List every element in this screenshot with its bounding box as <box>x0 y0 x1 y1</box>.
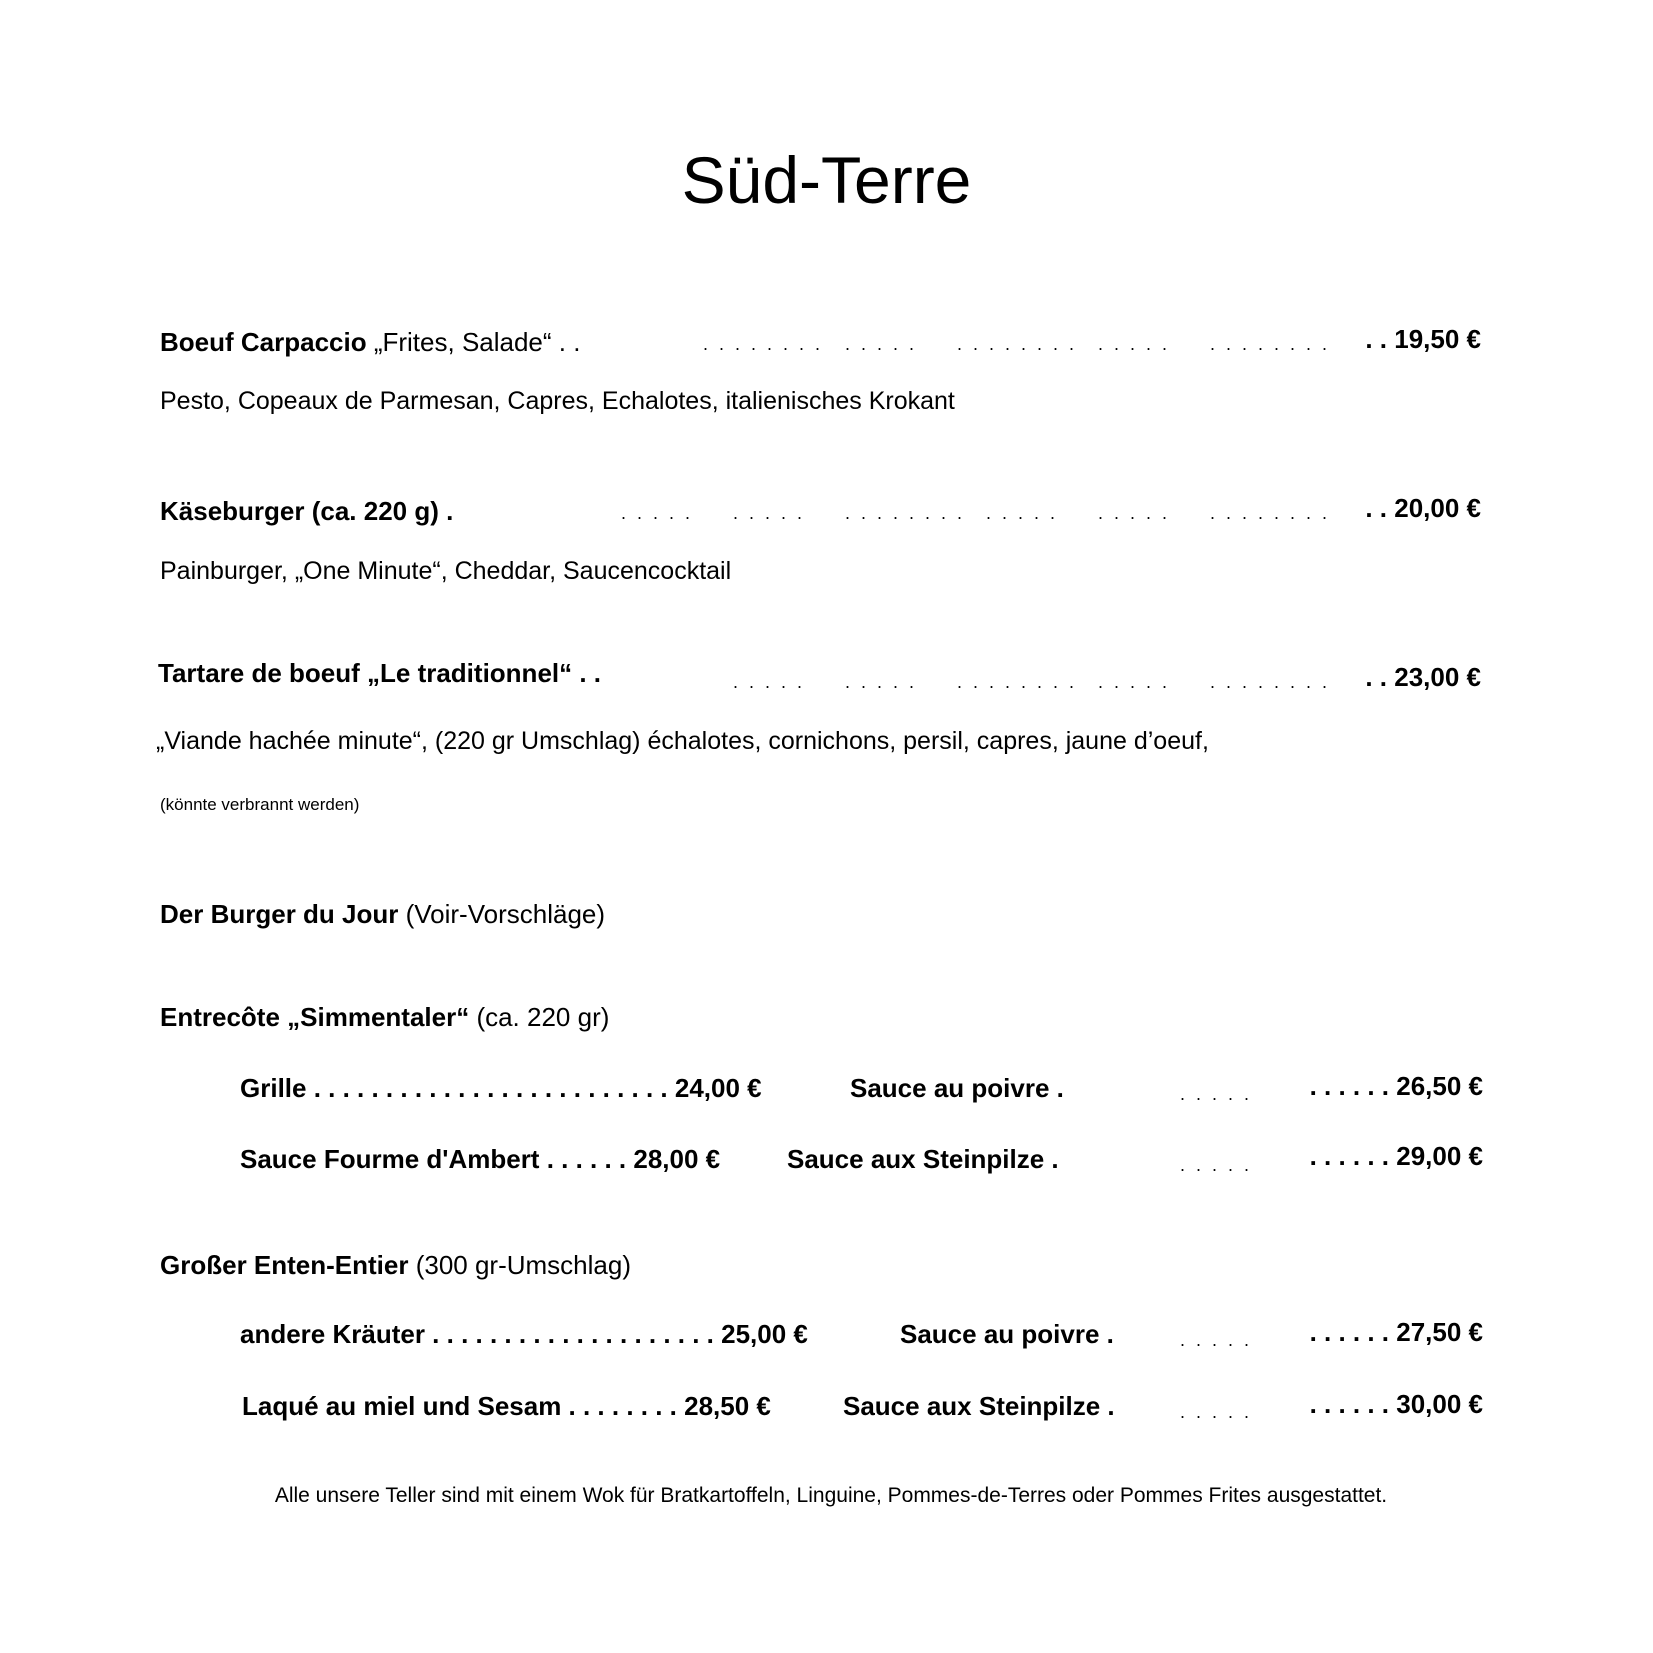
dish-tartare-note: (könnte verbrannt werden) <box>160 795 360 814</box>
leader-dots: . . . . . <box>1180 1155 1253 1175</box>
dish-carpaccio-price: . . 19,50 € <box>1365 324 1481 354</box>
leader-dots: . . . . . <box>621 503 694 523</box>
entrecote-option-price: . . . . . . 26,50 € <box>1309 1071 1483 1101</box>
dish-duck-subtitle: (300 gr-Umschlag) <box>408 1250 631 1280</box>
dish-burger-du-jour-name <box>160 899 605 930</box>
dish-carpaccio-subtitle: „Frites, Salade“ . . <box>366 327 581 357</box>
leader-dots: . . . . . . . . <box>957 672 1078 692</box>
dish-tartare-description: „Viande hachée minute“, (220 gr Umschlag) échalotes, cornichons, persil, capres, jaune d’oeuf, <box>156 727 1209 755</box>
dish-duck-title: Großer Enten-Entier <box>160 1250 409 1280</box>
dish-duck-name <box>160 1250 631 1281</box>
duck-option-left: andere Kräuter . . . . . . . . . . . . . . . . . . . . 25,00 € <box>240 1319 808 1349</box>
leader-dots: . . . . . <box>845 672 918 692</box>
duck-option-left: Laqué au miel und Sesam . . . . . . . . 28,50 € <box>242 1391 771 1421</box>
leader-dots: . . . . . <box>1180 1402 1253 1422</box>
entrecote-option-right: Sauce au poivre . <box>850 1073 1064 1103</box>
leader-dots: . . . . . <box>1098 503 1171 523</box>
leader-dots: . . . . . <box>986 503 1059 523</box>
entrecote-option-price: . . . . . . 29,00 € <box>1309 1141 1483 1171</box>
dish-tartare-name: Tartare de boeuf „Le traditionnel“ . . <box>158 658 602 688</box>
entrecote-option-left: Grille . . . . . . . . . . . . . . . . . . . . . . . . . 24,00 € <box>240 1073 762 1103</box>
leader-dots: . . . . . . . . <box>703 334 824 354</box>
leader-dots: . . . . . <box>1098 334 1171 354</box>
dish-kaeseburger-name: Käseburger (ca. 220 g) . <box>160 496 454 526</box>
entrecote-option-right: Sauce aux Steinpilze . <box>787 1144 1059 1174</box>
duck-option-right: Sauce au poivre . <box>900 1319 1114 1349</box>
dish-entrecote-title: Entrecôte „Simmentaler“ <box>160 1002 470 1032</box>
leader-dots: . . . . . . . . <box>845 503 966 523</box>
leader-dots: . . . . . . . . <box>1210 334 1331 354</box>
leader-dots: . . . . . . . . <box>1210 672 1331 692</box>
dish-tartare-price: . . 23,00 € <box>1365 662 1481 692</box>
leader-dots: . . . . . <box>733 503 806 523</box>
duck-option-price: . . . . . . 27,50 € <box>1309 1317 1483 1347</box>
dish-carpaccio-name <box>160 327 580 358</box>
dish-kaeseburger-description: Painburger, „One Minute“, Cheddar, Saucencocktail <box>160 557 732 585</box>
leader-dots: . . . . . <box>1098 672 1171 692</box>
leader-dots: . . . . . <box>845 334 918 354</box>
leader-dots: . . . . . . . . <box>957 334 1078 354</box>
dish-carpaccio-description: Pesto, Copeaux de Parmesan, Capres, Echalotes, italienisches Krokant <box>160 387 955 415</box>
duck-option-price: . . . . . . 30,00 € <box>1309 1389 1483 1419</box>
dish-kaeseburger-price: . . 20,00 € <box>1365 493 1481 523</box>
dish-carpaccio-title: Boeuf Carpaccio <box>160 327 367 357</box>
duck-option-right: Sauce aux Steinpilze . <box>843 1391 1115 1421</box>
leader-dots: . . . . . . . . <box>1210 503 1331 523</box>
dish-burger-du-jour-title: Der Burger du Jour <box>160 899 399 929</box>
page-title: Süd-Terre <box>681 143 972 217</box>
dish-entrecote-subtitle: (ca. 220 gr) <box>469 1002 610 1032</box>
footer-note: Alle unsere Teller sind mit einem Wok für Bratkartoffeln, Linguine, Pommes-de-Terres oder Pommes Frites ausgestattet. <box>274 1484 1388 1507</box>
leader-dots: . . . . . <box>733 672 806 692</box>
leader-dots: . . . . . <box>1180 1330 1253 1350</box>
leader-dots: . . . . . <box>1180 1084 1253 1104</box>
entrecote-option-left: Sauce Fourme d'Ambert . . . . . . 28,00 € <box>240 1144 721 1174</box>
dish-entrecote-name <box>160 1002 609 1033</box>
dish-burger-du-jour-subtitle: (Voir-Vorschläge) <box>398 899 606 929</box>
